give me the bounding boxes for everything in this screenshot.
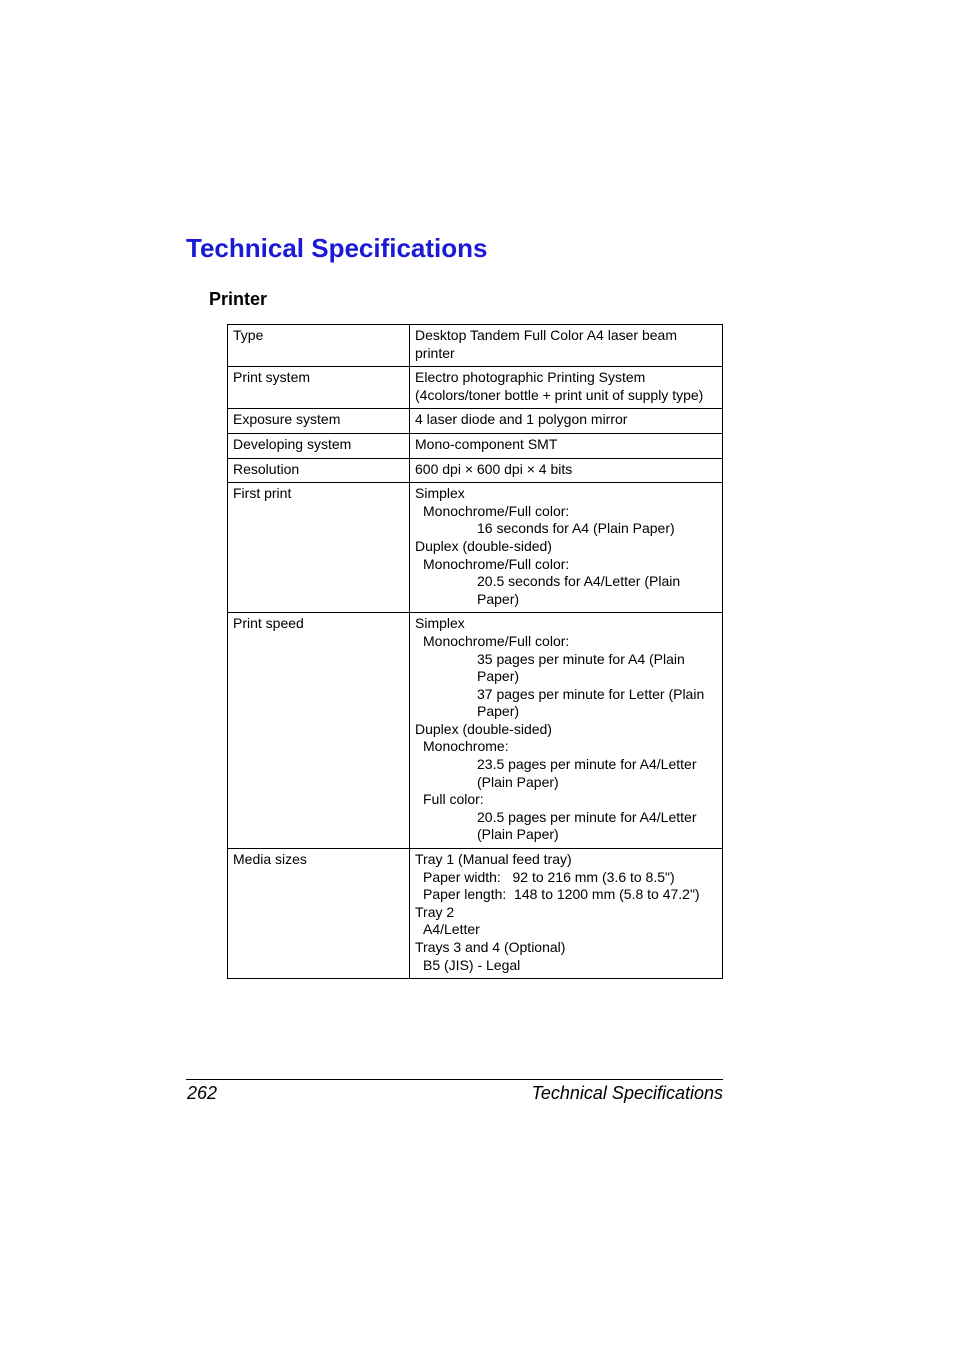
spec-value-line: 16 seconds for A4 (Plain Paper)	[477, 520, 675, 537]
spec-value-line: 600 dpi × 600 dpi × 4 bits	[415, 460, 573, 477]
spec-value-line: Paper length: 148 to 1200 mm (5.8 to 47.2")	[423, 886, 700, 903]
spec-row-type	[228, 325, 723, 367]
spec-row-first-print	[228, 483, 723, 613]
spec-value-line: B5 (JIS) - Legal	[423, 956, 521, 973]
spec-value-line: Duplex (double-sided)	[415, 720, 552, 737]
spec-value-line: 20.5 pages per minute for A4/Letter (Plain Paper)	[477, 808, 697, 843]
spec-row-media-sizes	[228, 849, 723, 979]
spec-value-line: (4colors/toner bottle + print unit of supply type)	[415, 386, 704, 403]
spec-value-line: Paper width: 92 to 216 mm (3.6 to 8.5")	[423, 868, 675, 885]
section-heading-printer: Printer	[209, 289, 268, 309]
spec-value-line: Tray 2	[415, 903, 455, 920]
spec-row-print-speed	[228, 613, 723, 849]
spec-label: Developing system	[228, 433, 410, 458]
spec-label: Print speed	[228, 613, 410, 849]
page-number: 262	[187, 1083, 218, 1103]
spec-value	[410, 367, 723, 409]
spec-value-line: Tray 1 (Manual feed tray)	[415, 851, 572, 868]
spec-value	[410, 849, 723, 979]
spec-value-line: Monochrome:	[423, 738, 509, 755]
spec-label: Resolution	[228, 458, 410, 483]
spec-value-line: Monochrome/Full color:	[423, 502, 570, 519]
spec-value-line: Monochrome/Full color:	[423, 632, 570, 649]
spec-value-line: 4 laser diode and 1 polygon mirror	[415, 411, 628, 428]
spec-row-print-system	[228, 367, 723, 409]
spec-value	[410, 325, 723, 367]
spec-value-line: 23.5 pages per minute for A4/Letter (Plain Paper)	[477, 756, 697, 790]
spec-value-line: 20.5 seconds for A4/Letter (Plain Paper)	[477, 573, 681, 607]
spec-row-developing-system	[228, 433, 723, 458]
spec-label: First print	[228, 483, 410, 613]
spec-label: Print system	[228, 367, 410, 409]
spec-value-line: Simplex	[415, 615, 465, 632]
spec-value-line: Full color:	[423, 791, 484, 808]
spec-value-line: Duplex (double-sided)	[415, 537, 552, 554]
spec-value-line: Simplex	[415, 485, 465, 502]
footer-running-title: Technical Specifications	[531, 1083, 723, 1103]
spec-label: Media sizes	[228, 849, 410, 979]
spec-value	[410, 483, 723, 613]
spec-value-line: Mono-component SMT	[415, 435, 558, 452]
spec-value-line: Desktop Tandem Full Color A4 laser beam printer	[415, 327, 677, 361]
spec-value	[410, 458, 723, 483]
spec-value-line: Monochrome/Full color:	[423, 555, 570, 572]
spec-label: Type	[228, 325, 410, 367]
spec-value-line: 37 pages per minute for Letter (Plain Paper)	[477, 685, 705, 720]
page-title: Technical Specifications	[186, 233, 488, 263]
printer-spec-table	[227, 324, 723, 979]
spec-value-line: Trays 3 and 4 (Optional)	[415, 939, 566, 955]
spec-row-resolution	[228, 458, 723, 483]
spec-value-line: A4/Letter	[423, 921, 480, 938]
footer-divider	[186, 1079, 723, 1080]
spec-value-line: 35 pages per minute for A4 (Plain Paper)	[477, 650, 685, 685]
spec-value	[410, 409, 723, 434]
spec-value-line: Electro photographic Printing System	[415, 369, 646, 386]
spec-value	[410, 613, 723, 849]
spec-label: Exposure system	[228, 409, 410, 434]
spec-value	[410, 433, 723, 458]
spec-row-exposure-system	[228, 409, 723, 434]
